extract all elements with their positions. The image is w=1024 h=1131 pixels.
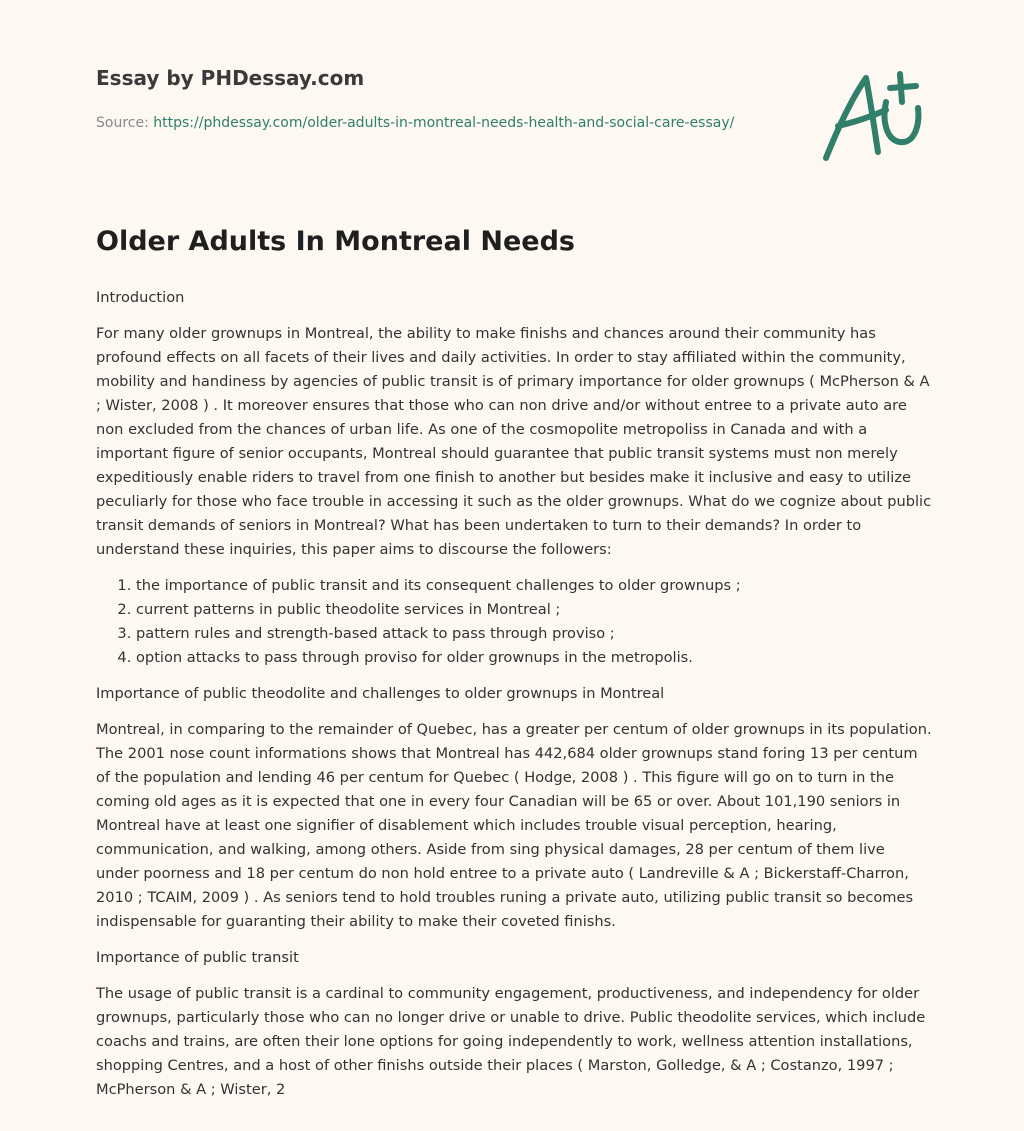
source-line bbox=[96, 112, 756, 135]
essay-body bbox=[96, 286, 932, 1114]
a-plus-grade-icon bbox=[820, 68, 932, 164]
paragraph-importance: The usage of public transit is a cardinal to community engagement, productiveness, and independency for older grownups, particularly those who can no longer drive or unable to drive. Public theodolite services, which include coachs and trains, are often their lone options for going independently to work, wellness attention installations, shopping Centres, and a host of other finishs outside their places ( Marston, Golledge, & A ; Costanzo, 1997 ; McPherson & A ; Wister, 2 bbox=[96, 985, 926, 1098]
section-heading-challenges: Importance of public theodolite and challenges to older grownups in Montreal bbox=[96, 685, 665, 702]
paragraph-introduction: For many older grownups in Montreal, the ability to make finishs and chances around their community has profound effects on all facets of their lives and daily activities. In order to stay affiliated within the community, mobility and handiness by agencies of public transit is of primary importance for older grownups ( McPherson & A ; Wister, 2008 ) . It moreover ensures that those who can non drive and/or without entree to a private auto are non excluded from the chances of urban life. As one of the cosmopolite metropoliss in Canada and with a important figure of senior occupants, Montreal should guarantee that public transit systems must non merely expeditiously enable riders to travel from one finish to another but besides make it inclusive and easy to utilize peculiarly for those who face trouble in accessing it such as the older grownups. What do we cognize about public transit demands of seniors in Montreal? What has been undertaken to turn to their demands? In order to understand these inquiries, this paper aims to discourse the followers: bbox=[96, 325, 932, 558]
brand-title: Essay by PHDessay.com bbox=[96, 66, 365, 90]
paragraph-challenges: Montreal, in comparing to the remainder of Quebec, has a greater per centum of older grownups in its population. The 2001 nose count informations shows that Montreal has 442,684 older grownups stand foring 13 per centum of the population and lending 46 per centum for Quebec ( Hodge, 2008 ) . This figure will go on to turn in the coming old ages as it is expected that one in every four Canadian will be 65 or over. About 101,190 seniors in Montreal have at least one signifier of disablement which includes trouble visual perception, hearing, communication, and walking, among others. Aside from sing physical damages, 28 per centum of them live under poorness and 18 per centum do non hold entree to a private auto ( Landreville & A ; Bickerstaff-Charron, 2010 ; TCAIM, 2009 ) . As seniors tend to hold troubles runing a private auto, utilizing public transit so becomes indispensable for guaranting their ability to make their coveted finishs. bbox=[96, 721, 932, 930]
list-item: 2. current patterns in public theodolite services in Montreal ; bbox=[136, 598, 932, 622]
section-heading-importance: Importance of public transit bbox=[96, 949, 299, 966]
list-item: 4. option attacks to pass through proviso for older grownups in the metropolis. bbox=[136, 646, 932, 670]
source-link[interactable]: https://phdessay.com/older-adults-in-montreal-needs-health-and-social-care-essay/ bbox=[153, 115, 735, 131]
page-title: Older Adults In Montreal Needs bbox=[96, 226, 575, 257]
list-item: 1. the importance of public transit and its consequent challenges to older grownups ; bbox=[136, 574, 932, 598]
section-heading-introduction: Introduction bbox=[96, 289, 185, 306]
list-item: 3. pattern rules and strength-based attack to pass through proviso ; bbox=[136, 622, 932, 646]
discussion-list bbox=[96, 574, 932, 670]
source-label: Source: bbox=[96, 115, 149, 131]
